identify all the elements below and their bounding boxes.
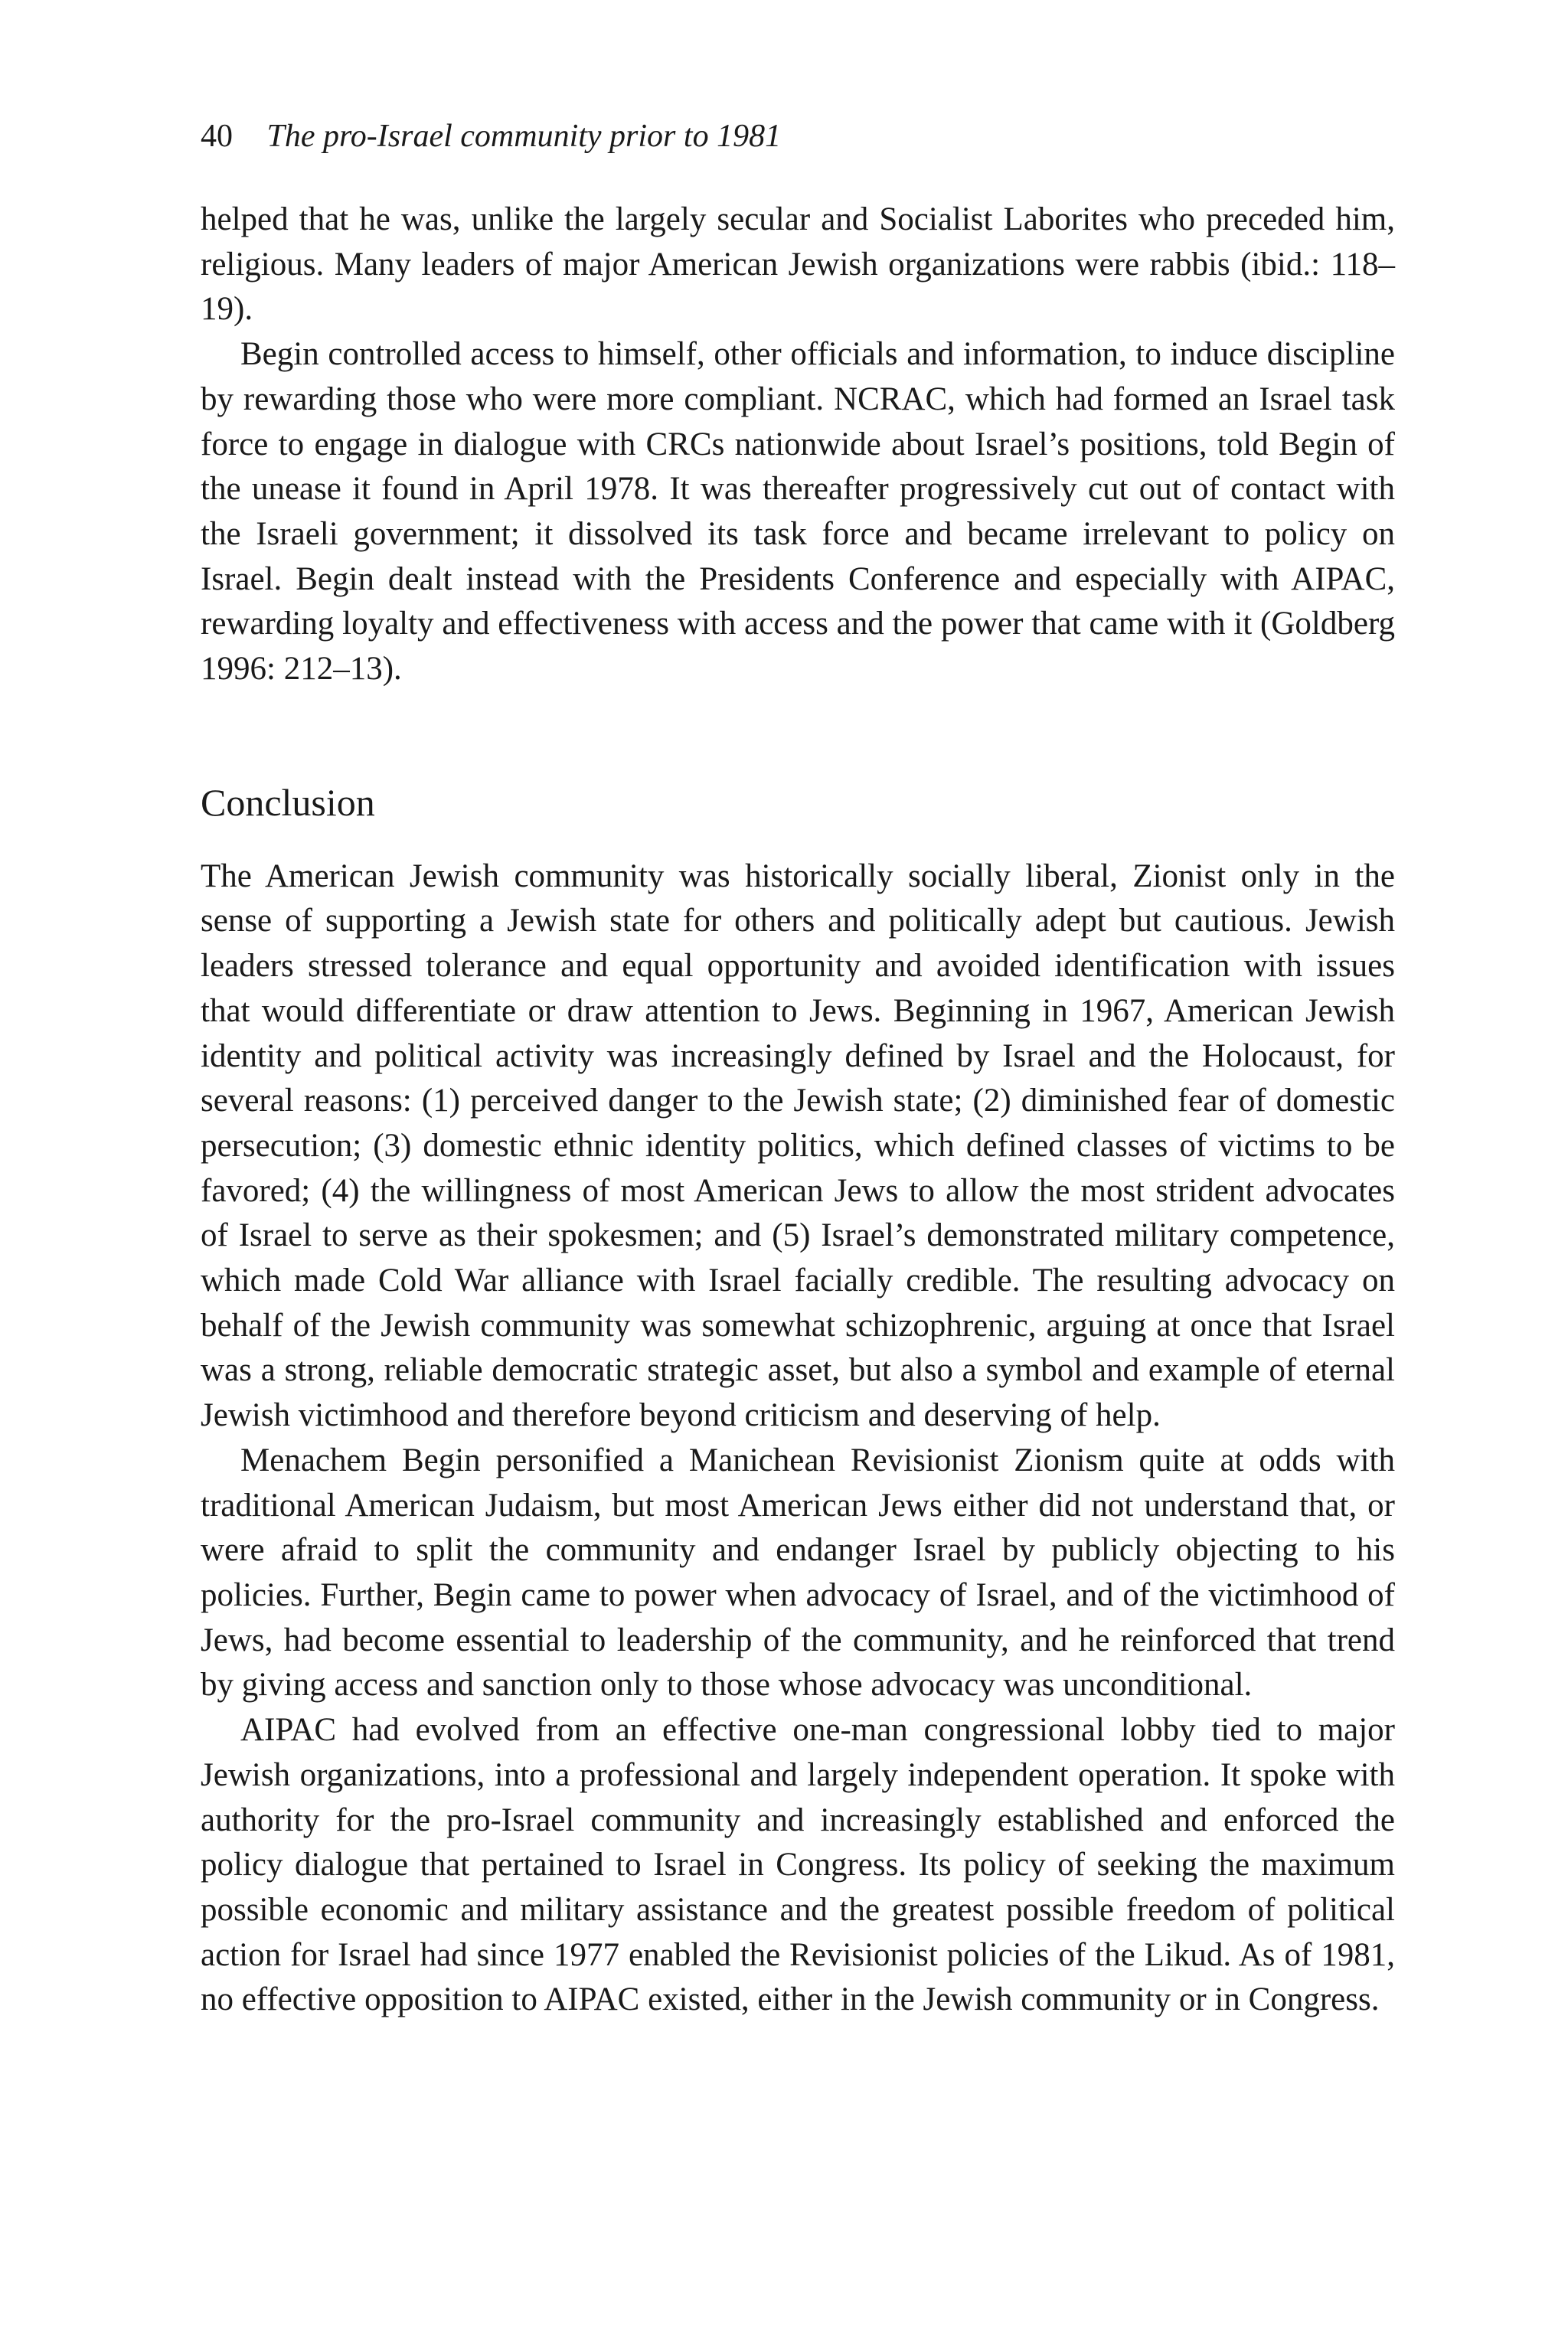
page-number: 40: [201, 119, 233, 154]
paragraph-begin-access: Begin controlled access to himself, other officials and information, to induce discipline by rewarding those who were more compliant. NCRAC, which had formed an Israel task force to engage in dialogue with CRCs nationwide about Israel’s positions, told Begin of the unease it found in April 1978. It was thereafter progressively cut out of contact with the Israeli government; it dissolved its task force and became irrelevant to policy on Israel. Begin dealt instead with the Presidents Conference and especially with AIPAC, rewarding loyalty and effectiveness with access and the power that came with it (Goldberg 1996: 212–13).: [201, 336, 1395, 688]
paragraph-continued: helped that he was, unlike the largely secular and Socialist Laborites who preceded him, religious. Many leaders of major American Jewish organizations were rabbis (ibid.: 118–19).: [201, 201, 1395, 328]
running-head-title: The pro-Israel community prior to 1981: [266, 119, 782, 154]
section-heading-conclusion: Conclusion: [201, 780, 375, 824]
book-page: [201, 115, 1395, 2023]
paragraph-conclusion-3: AIPAC had evolved from an effective one-man congressional lobby tied to major Jewish organizations, into a professional and largely independent operation. It spoke with authority for the pro-Israel community and increasingly established and enforced the policy dialogue that pertained to Israel in Congress. Its policy of seeking the maximum possible economic and military assistance and the greatest possible freedom of political action for Israel had since 1977 enabled the Revisionist policies of the Likud. As of 1981, no effective opposition to AIPAC existed, either in the Jewish community or in Congress.: [201, 1712, 1395, 2018]
paragraph-conclusion-2: Menachem Begin personified a Manichean Revisionist Zionism quite at odds with traditional American Judaism, but most American Jews either did not understand that, or were afraid to split the community and endanger Israel by publicly objecting to his policies. Further, Begin came to power when advocacy of Israel, and of the victimhood of Jews, had become essential to leadership of the community, and he reinforced that trend by giving access and sanction only to those whose advocacy was unconditional.: [201, 1442, 1395, 1704]
running-head: [201, 115, 1395, 158]
paragraph-conclusion-1: The American Jewish community was historically socially liberal, Zionist only in the sense of supporting a Jewish state for others and politically adept but cautious. Jewish leaders stressed tolerance and equal opportunity and avoided identification with issues that would differentiate or draw attention to Jews. Beginning in 1967, American Jewish identity and political activity was increasingly defined by Israel and the Holocaust, for several reasons: (1) perceived danger to the Jewish state; (2) diminished fear of domestic persecution; (3) domestic ethnic identity politics, which defined classes of victims to be favored; (4) the willingness of most American Jews to allow the most strident advocates of Israel to serve as their spokesmen; and (5) Israel’s demonstrated military competence, which made Cold War alliance with Israel facially credible. The resulting advocacy on behalf of the Jewish community was somewhat schizophrenic, arguing at once that Israel was a strong, reliable democratic strategic asset, but also a symbol and example of eternal Jewish victimhood and therefore beyond criticism and deserving of help.: [201, 858, 1395, 1434]
